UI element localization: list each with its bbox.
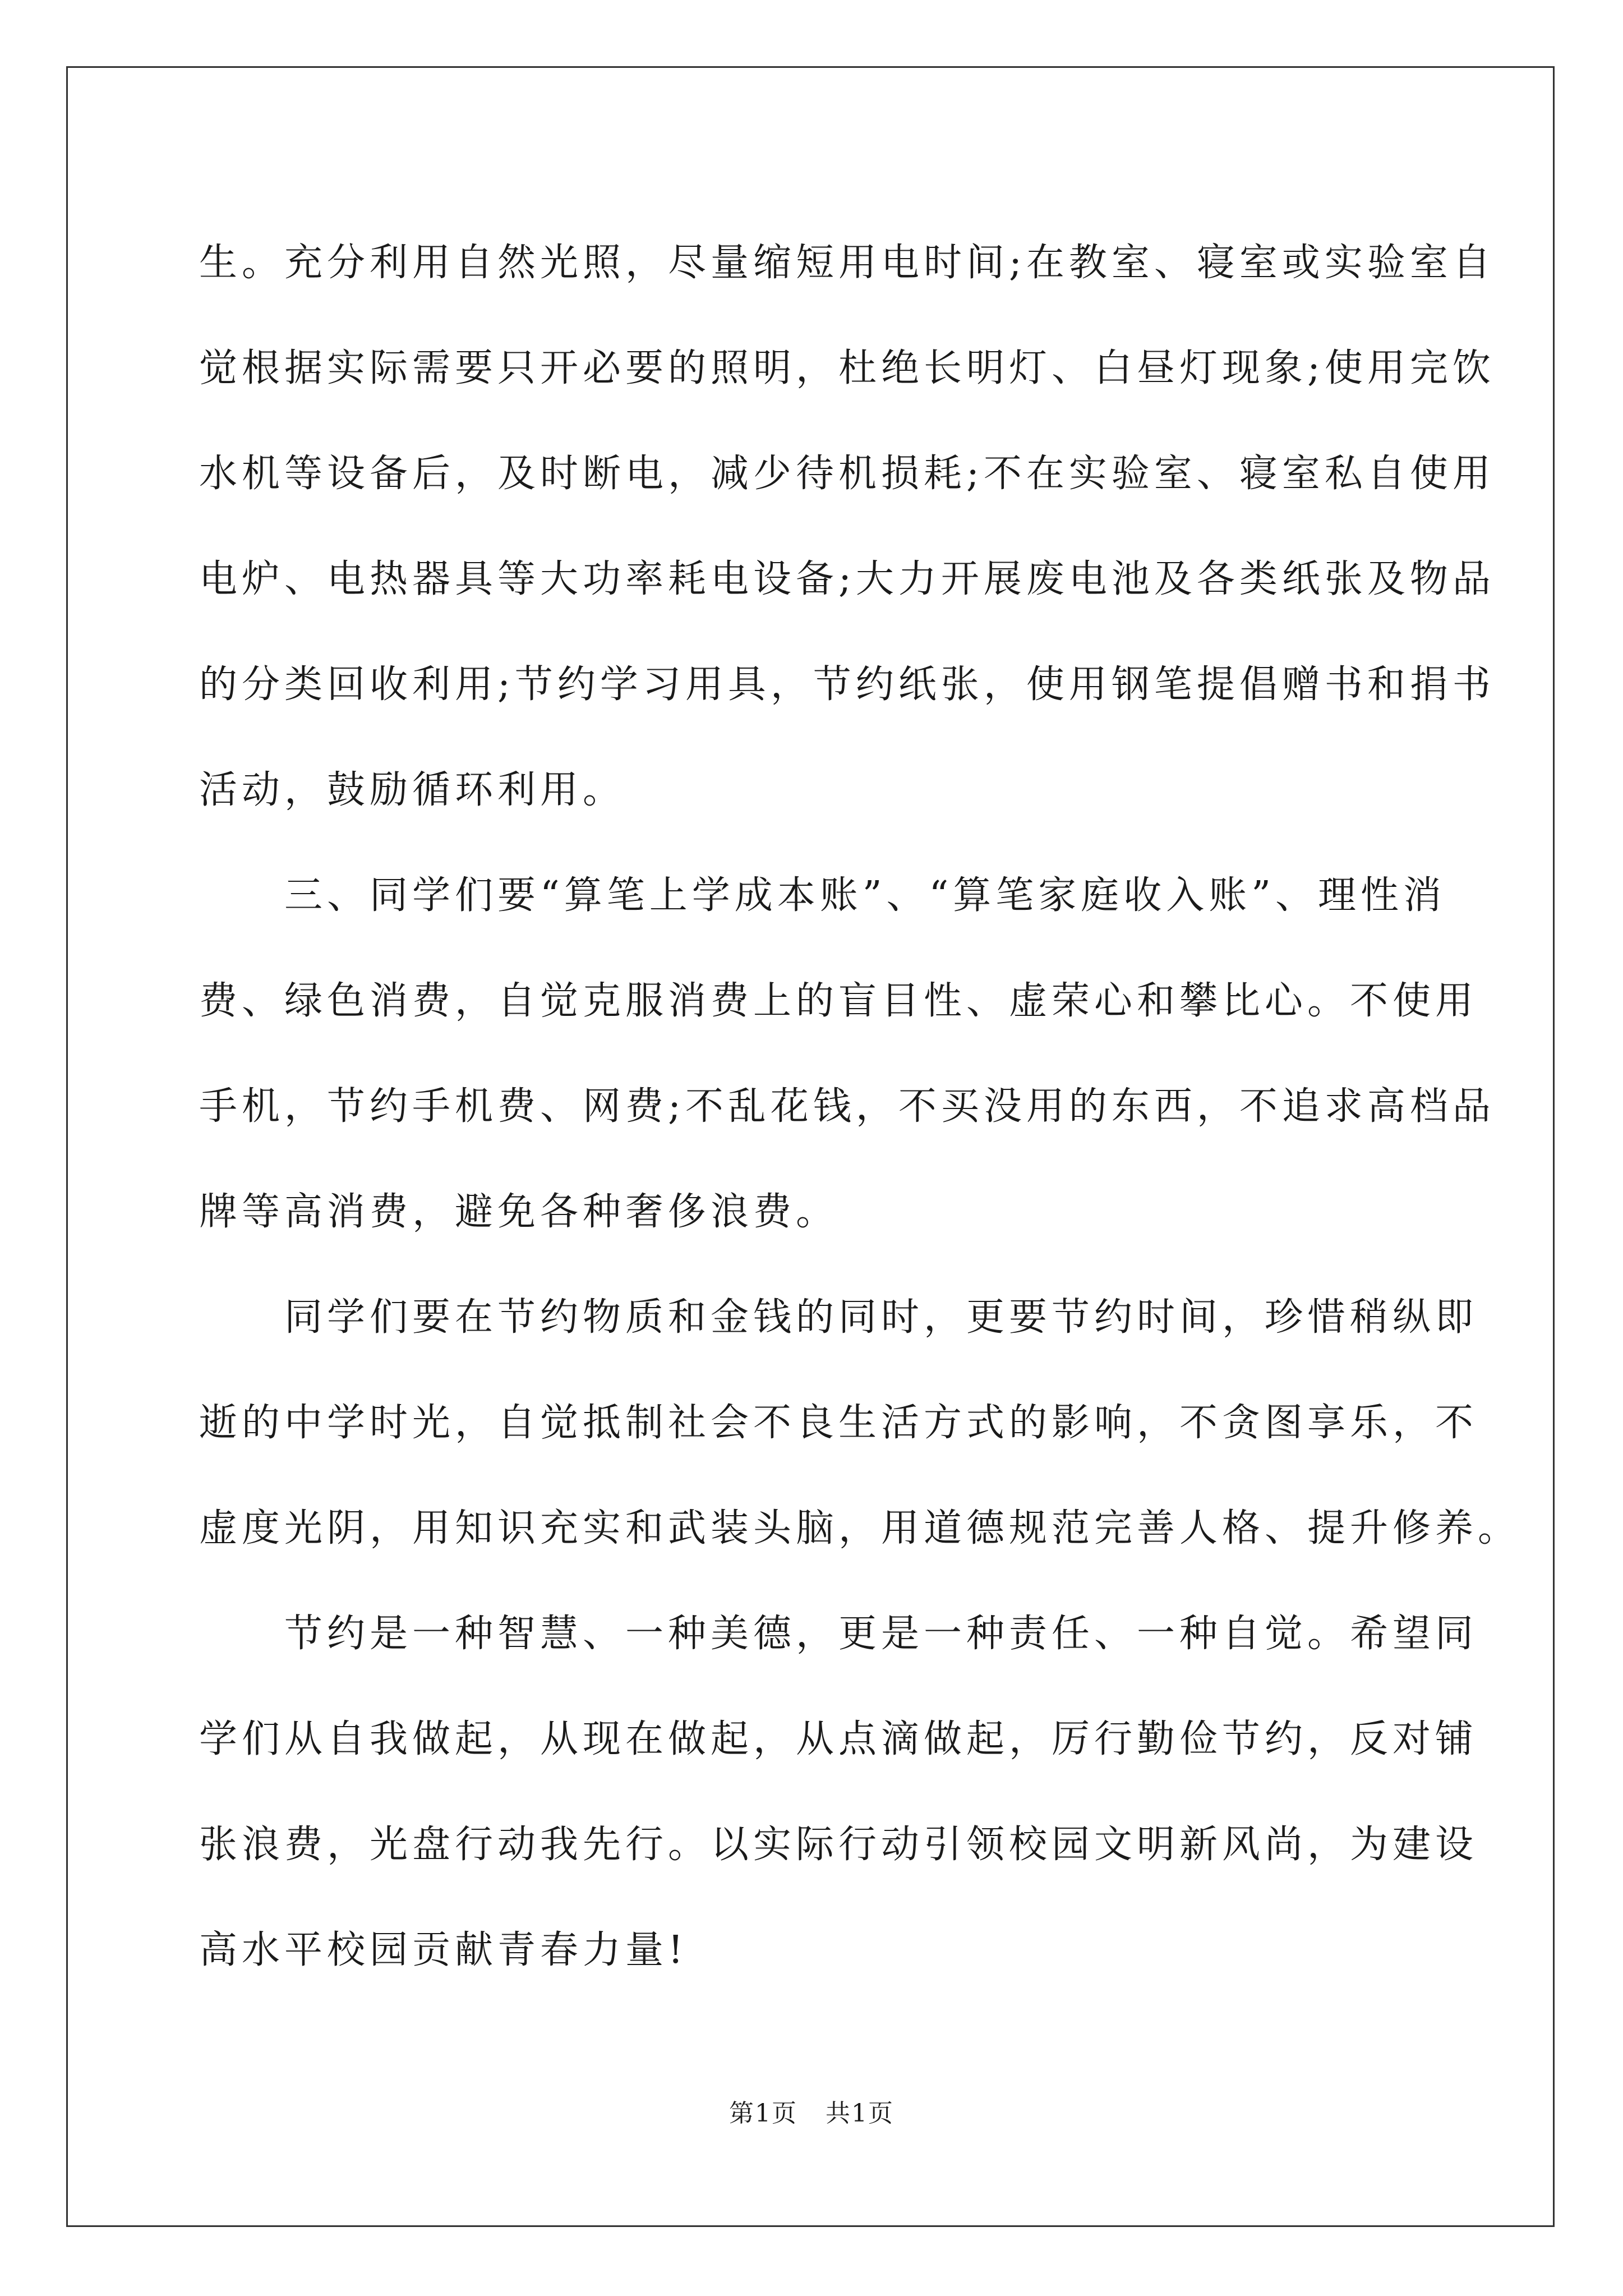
text-line-indented: [199, 1581, 1478, 1687]
paragraph-4: [199, 1581, 1478, 2003]
text-line: 虚度光阴，用知识充实和武装头脑，用道德规范完善人格、提升修养。: [199, 1506, 1521, 1550]
text-line: 觉根据实际需要只开必要的照明，杜绝长明灯、白昼灯现象;使用完饮: [199, 346, 1495, 390]
text-line: 电炉、电热器具等大功率耗电设备;大力开展废电池及各类纸张及物品: [199, 557, 1495, 601]
text-line: 活动，鼓励循环利用。: [199, 768, 626, 812]
text-line: 学们从自我做起，从现在做起，从点滴做起，厉行勤俭节约，反对铺: [199, 1717, 1478, 1761]
text-line: 高水平校园贡献青春力量!: [199, 1928, 688, 1972]
text-line-content: 同学们要在节约物质和金钱的同时，更要节约时间，珍惜稍纵即: [284, 1295, 1478, 1340]
paragraph-1: [199, 210, 1495, 843]
text-line: 张浪费，光盘行动我先行。以实际行动引领校园文明新风尚，为建设: [199, 1823, 1478, 1867]
text-line: 生。充分利用自然光照，尽量缩短用电时间;在教室、寝室或实验室自: [199, 241, 1495, 285]
text-line: 牌等高消费，避免各种奢侈浪费。: [199, 1190, 839, 1234]
text-line-content: 节约是一种智慧、一种美德，更是一种责任、一种自觉。希望同: [284, 1612, 1478, 1656]
text-line: 逝的中学时光，自觉抵制社会不良生活方式的影响，不贪图享乐，不: [199, 1401, 1478, 1445]
paragraph-3: [199, 1265, 1521, 1581]
document-body: [199, 210, 1521, 2003]
text-line-content: 三、同学们要“算笔上学成本账”、“算笔家庭收入账”、理性消: [284, 873, 1446, 918]
page-number-total: 共1页: [826, 2099, 894, 2128]
text-line-indented: [199, 1265, 1478, 1370]
text-line: 费、绿色消费，自觉克服消费上的盲目性、虚荣心和攀比心。不使用: [199, 979, 1478, 1023]
page-number-current: 第1页: [729, 2099, 797, 2128]
text-line: 的分类回收利用;节约学习用具，节约纸张，使用钢笔提倡赠书和捐书: [199, 662, 1495, 707]
paragraph-2: [199, 843, 1495, 1265]
text-line: 手机，节约手机费、网费;不乱花钱，不买没用的东西，不追求高档品: [199, 1084, 1495, 1129]
text-line-indented: [199, 843, 1446, 949]
text-line: 水机等设备后，及时断电，减少待机损耗;不在实验室、寝室私自使用: [199, 452, 1495, 496]
page-footer: [0, 2097, 1623, 2131]
